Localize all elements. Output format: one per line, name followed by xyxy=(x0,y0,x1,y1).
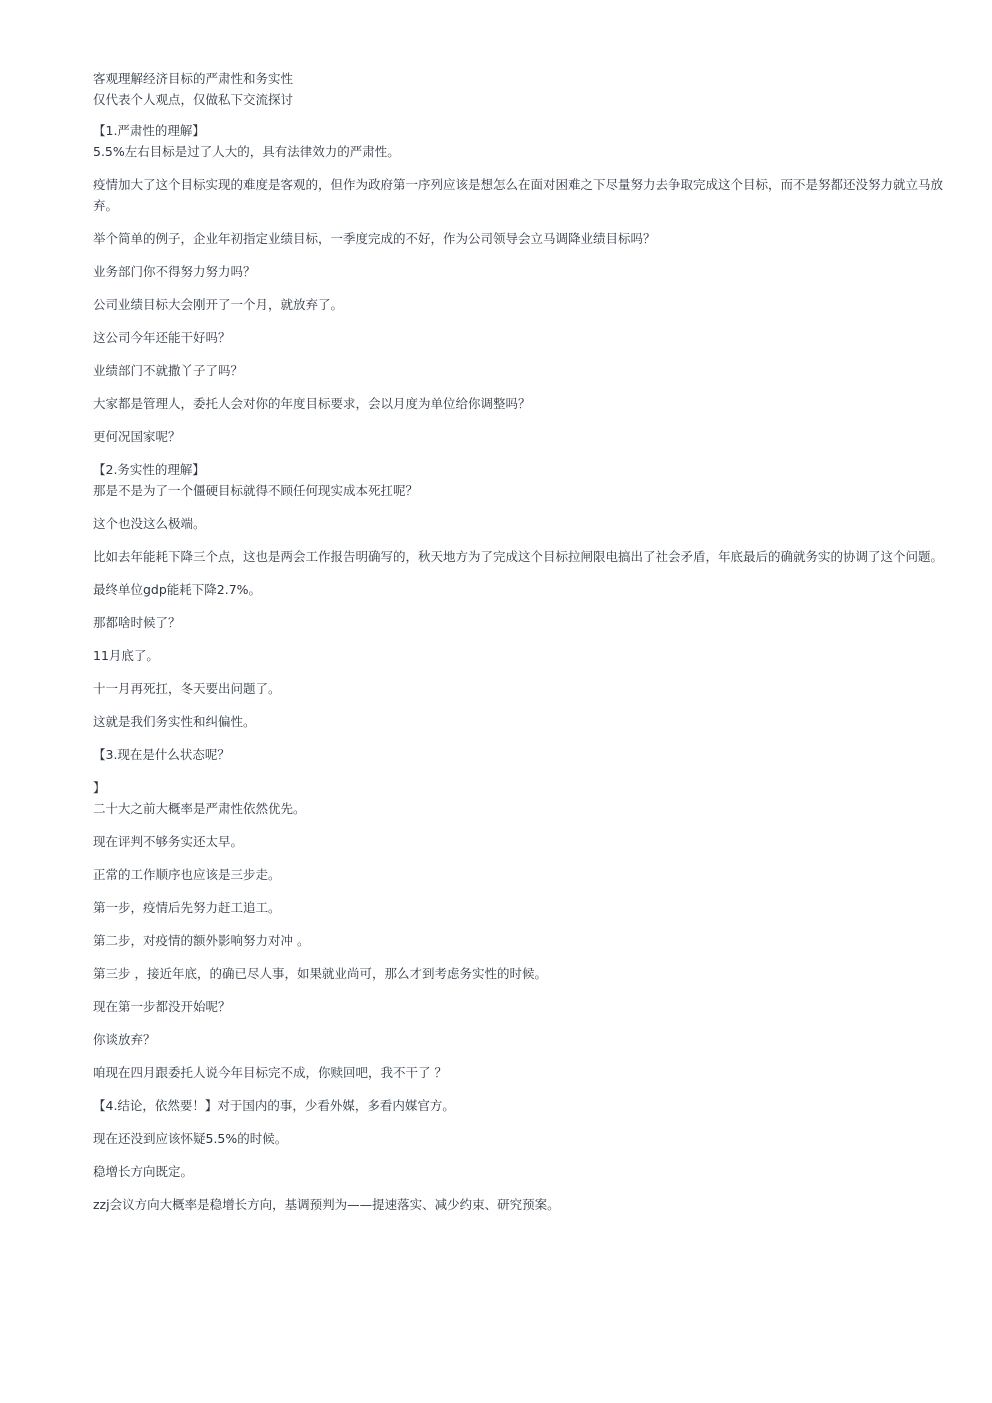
paragraph: 这公司今年还能干好吗？ xyxy=(93,330,231,345)
section-heading-3-close: 】 xyxy=(93,780,106,795)
paragraph: 十一月再死扛，冬天要出问题了。 xyxy=(93,681,281,696)
paragraph: 现在第一步都没开始呢？ xyxy=(93,999,231,1014)
section-heading-4: 【4.结论，依然要！】对于国内的事，少看外媒，多看内媒官方。 xyxy=(93,1098,455,1113)
section-heading-3: 【3.现在是什么状态呢？ xyxy=(93,747,230,762)
paragraph: 最终单位gdp能耗下降2.7%。 xyxy=(93,582,262,597)
paragraph: 举个简单的例子，企业年初指定业绩目标，一季度完成的不好，作为公司领导会立马调降业绩目标吗？ xyxy=(93,231,656,246)
paragraph: 业务部门你不得努力努力吗？ xyxy=(93,264,256,279)
paragraph: 那是不是为了一个僵硬目标就得不顾任何现实成本死扛呢？ xyxy=(93,483,419,498)
disclaimer: 仅代表个人观点，仅做私下交流探讨 xyxy=(93,92,294,107)
document-title: 客观理解经济目标的严肃性和务实性 xyxy=(93,71,294,86)
paragraph: 第一步，疫情后先努力赶工追工。 xyxy=(93,900,281,915)
paragraph: 5.5%左右目标是过了人大的，具有法律效力的严肃性。 xyxy=(93,144,400,159)
paragraph: 咱现在四月跟委托人说今年目标完不成，你赎回吧，我不干了 ？ xyxy=(93,1065,447,1080)
paragraph: 比如去年能耗下降三个点，这也是两会工作报告明确写的，秋天地方为了完成这个目标拉闸限电搞出了社会矛盾，年底最后的确就务实的协调了这个问题。 xyxy=(93,549,944,564)
document-body xyxy=(93,68,943,1215)
paragraph: 那都啥时候了？ xyxy=(93,615,181,630)
paragraph: 现在还没到应该怀疑5.5%的时候。 xyxy=(93,1131,288,1146)
paragraph: 第三步 ，接近年底，的确已尽人事，如果就业尚可，那么才到考虑务实性的时候。 xyxy=(93,966,547,981)
paragraph: 二十大之前大概率是严肃性依然优先。 xyxy=(93,801,306,816)
paragraph: 更何况国家呢？ xyxy=(93,429,181,444)
paragraph: zzj会议方向大概率是稳增长方向，基调预判为——提速落实、减少约束、研究预案。 xyxy=(93,1197,560,1212)
section-heading-2: 【2.务实性的理解】 xyxy=(93,462,205,477)
paragraph: 第二步，对疫情的额外影响努力对冲 。 xyxy=(93,933,310,948)
paragraph: 正常的工作顺序也应该是三步走。 xyxy=(93,867,281,882)
paragraph: 11月底了。 xyxy=(93,648,159,663)
paragraph: 业绩部门不就撒丫子了吗？ xyxy=(93,363,244,378)
paragraph: 现在评判不够务实还太早。 xyxy=(93,834,244,849)
paragraph: 你谈放弃？ xyxy=(93,1032,156,1047)
paragraph: 公司业绩目标大会刚开了一个月，就放弃了。 xyxy=(93,297,344,312)
paragraph: 大家都是管理人，委托人会对你的年度目标要求，会以月度为单位给你调整吗？ xyxy=(93,396,531,411)
paragraph: 疫情加大了这个目标实现的难度是客观的，但作为政府第一序列应该是想怎么在面对困难之下尽量努力去争取完成这个目标，而不是努都还没努力就立马放弃。 xyxy=(93,177,944,213)
section-heading-1: 【1.严肃性的理解】 xyxy=(93,123,205,138)
paragraph: 稳增长方向既定。 xyxy=(93,1164,194,1179)
paragraph: 这个也没这么极端。 xyxy=(93,516,206,531)
paragraph: 这就是我们务实性和纠偏性。 xyxy=(93,714,256,729)
